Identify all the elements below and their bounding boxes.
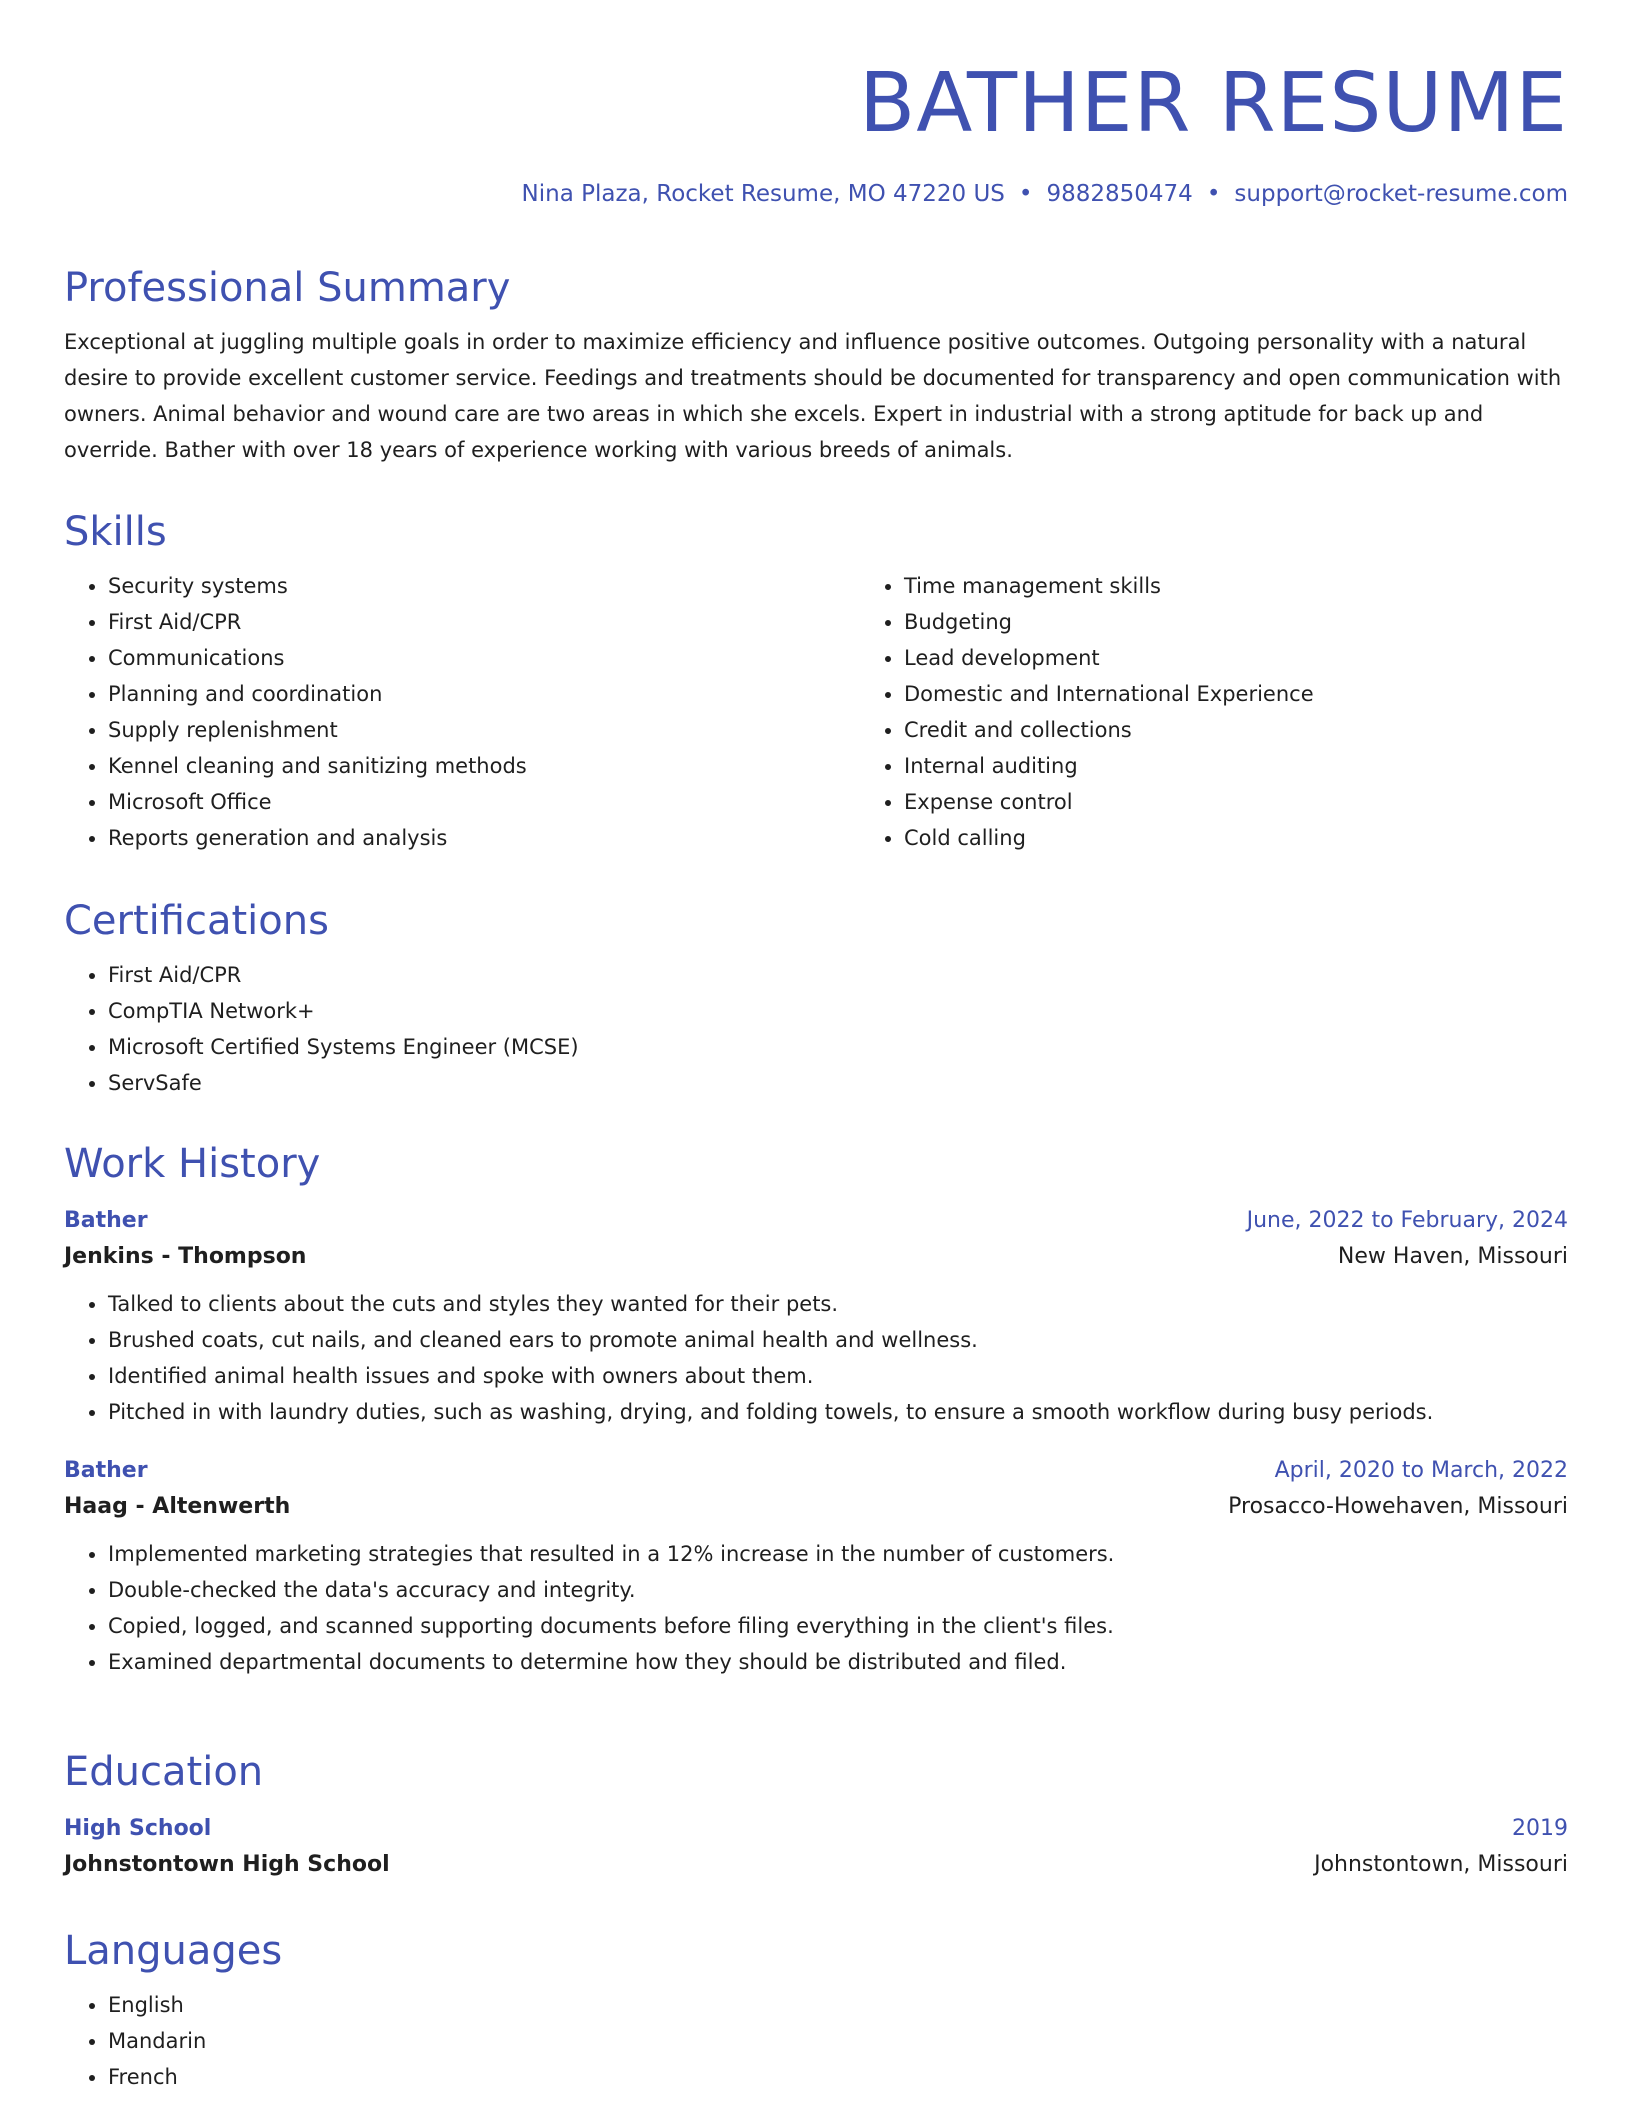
education-location: Johnstontown, Missouri: [1314, 1852, 1568, 1877]
job-location: New Haven, Missouri: [1337, 1244, 1568, 1269]
certifications-heading: Certifications: [64, 898, 329, 944]
resume-title: BATHER RESUME: [859, 56, 1568, 151]
languages-heading: Languages: [64, 1928, 283, 1974]
certifications-list: [64, 957, 1568, 1101]
education-year: 2019: [1512, 1816, 1568, 1841]
work-history-section: [64, 1138, 1568, 1680]
job-company-row: [64, 1488, 1568, 1526]
education-section: [64, 1746, 1568, 1884]
job-dates: April, 2020 to March, 2022: [1274, 1458, 1568, 1483]
languages-section: [64, 1925, 1568, 2095]
summary-text: Exceptional at juggling multiple goals in order to maximize efficiency and influence positive outcomes. Outgoing personality with a natural desire to provide excellent customer service. Feedings and treatments should be documented for transparency and open communication with owners. Animal behavior and wound care are two areas in which she excels. Expert in industrial with a strong aptitude for back up and override. Bather with over 18 years of experience working with various breeds of animals.: [64, 330, 1562, 462]
list-item: • Internal auditing: [904, 748, 1612, 784]
list-item: • CompTIA Network+: [108, 993, 1568, 1029]
email-link[interactable]: support@rocket-resume.com: [1234, 181, 1568, 207]
skills-list-left: [64, 568, 860, 856]
job-title-row: [64, 1204, 1568, 1238]
education-degree-row: [64, 1812, 1568, 1846]
summary-heading: Professional Summary: [64, 265, 511, 311]
list-item: • ServSafe: [108, 1065, 1568, 1101]
job-title: Bather: [64, 1208, 148, 1233]
job-bullets: [64, 1536, 1568, 1680]
education-heading: Education: [64, 1749, 264, 1795]
job-company-row: [64, 1238, 1568, 1276]
education-entry: [64, 1812, 1568, 1884]
summary-section: [64, 262, 1568, 468]
job-company: Jenkins - Thompson: [64, 1244, 307, 1269]
contact-line: [64, 178, 1568, 210]
list-item: • Time management skills: [904, 568, 1612, 604]
list-item: • First Aid/CPR: [108, 604, 860, 640]
list-item: • Mandarin: [108, 2023, 1568, 2059]
job-dates: June, 2022 to February, 2024: [1246, 1208, 1568, 1233]
list-item: • Implemented marketing strategies that resulted in a 12% increase in the number of customers.: [108, 1536, 1568, 1572]
list-item: • Expense control: [904, 784, 1612, 820]
list-item: • Domestic and International Experience: [904, 676, 1612, 712]
list-item: • Talked to clients about the cuts and styles they wanted for their pets.: [108, 1286, 1568, 1322]
address: Nina Plaza, Rocket Resume, MO 47220 US: [521, 181, 1005, 207]
list-item: • Security systems: [108, 568, 860, 604]
list-item: • Brushed coats, cut nails, and cleaned ears to promote animal health and wellness.: [108, 1322, 1568, 1358]
phone: 9882850474: [1046, 181, 1193, 207]
list-item: • Microsoft Certified Systems Engineer (MCSE): [108, 1029, 1568, 1065]
list-item: • Planning and coordination: [108, 676, 860, 712]
job-bullets: [64, 1286, 1568, 1430]
list-item: • Cold calling: [904, 820, 1612, 856]
job-company: Haag - Altenwerth: [64, 1494, 291, 1519]
job-entry: [64, 1204, 1568, 1430]
list-item: • Budgeting: [904, 604, 1612, 640]
languages-list: [64, 1987, 1568, 2095]
separator-dot: •: [1206, 181, 1221, 207]
skills-columns: [64, 558, 1568, 856]
list-item: • Communications: [108, 640, 860, 676]
list-item: • Kennel cleaning and sanitizing methods: [108, 748, 860, 784]
skills-list-right: [860, 568, 1612, 856]
skills-heading: Skills: [64, 509, 167, 555]
list-item: • Double-checked the data's accuracy and integrity.: [108, 1572, 1568, 1608]
job-entry: [64, 1454, 1568, 1680]
list-item: • French: [108, 2059, 1568, 2095]
education-school-row: [64, 1846, 1568, 1884]
skills-section: [64, 506, 1568, 856]
job-title-row: [64, 1454, 1568, 1488]
list-item: • First Aid/CPR: [108, 957, 1568, 993]
education-school: Johnstontown High School: [64, 1852, 390, 1877]
list-item: • Reports generation and analysis: [108, 820, 860, 856]
certifications-section: [64, 895, 1568, 1101]
job-title: Bather: [64, 1458, 148, 1483]
list-item: • Pitched in with laundry duties, such as washing, drying, and folding towels, to ensure a smooth workflow during busy periods.: [108, 1394, 1568, 1430]
list-item: • Identified animal health issues and spoke with owners about them.: [108, 1358, 1568, 1394]
list-item: • Credit and collections: [904, 712, 1612, 748]
list-item: • English: [108, 1987, 1568, 2023]
separator-dot: •: [1018, 181, 1033, 207]
list-item: • Supply replenishment: [108, 712, 860, 748]
list-item: • Microsoft Office: [108, 784, 860, 820]
job-location: Prosacco-Howehaven, Missouri: [1228, 1494, 1568, 1519]
education-degree: High School: [64, 1816, 212, 1841]
list-item: • Examined departmental documents to determine how they should be distributed and filed.: [108, 1644, 1568, 1680]
list-item: • Copied, logged, and scanned supporting documents before filing everything in the client's files.: [108, 1608, 1568, 1644]
work-history-heading: Work History: [64, 1141, 321, 1187]
list-item: • Lead development: [904, 640, 1612, 676]
